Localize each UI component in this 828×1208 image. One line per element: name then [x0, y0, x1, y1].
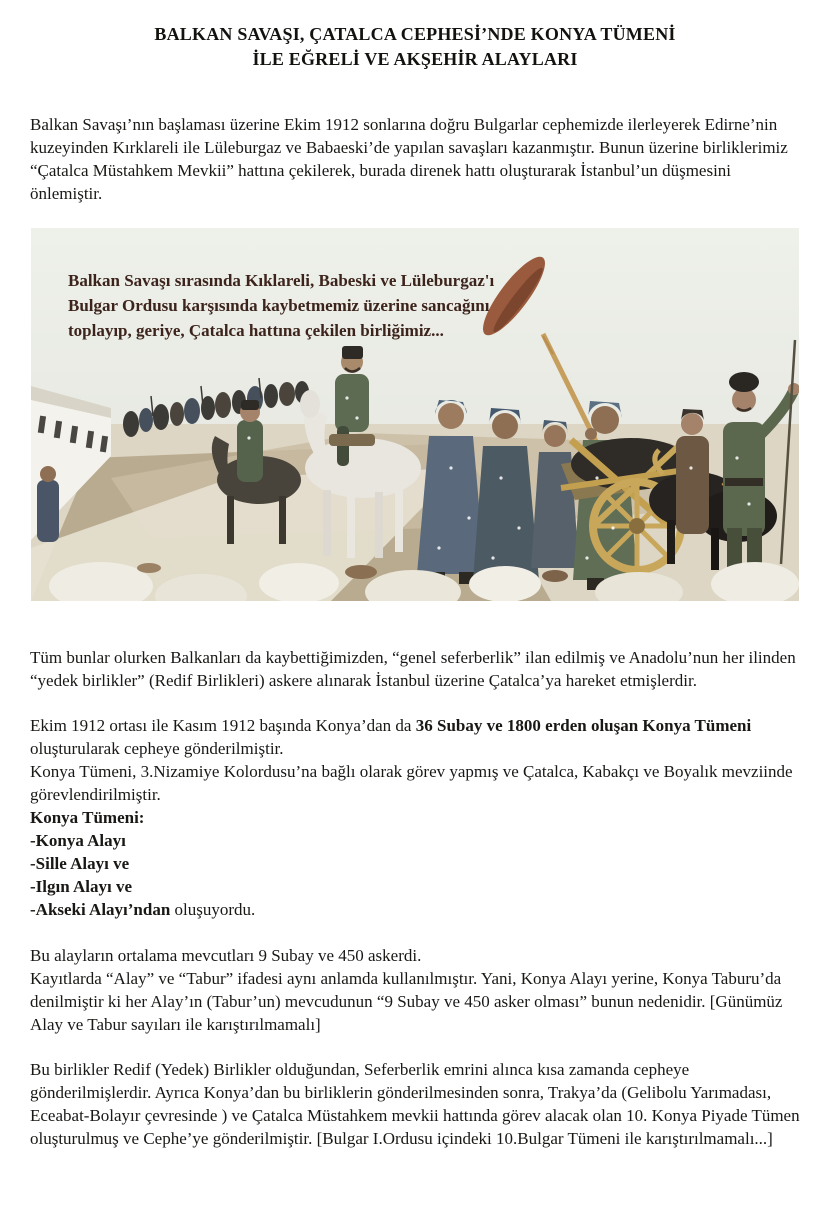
paragraph-strength: Bu alayların ortalama mevcutları 9 Subay ve 450 askerdi. — [30, 946, 422, 965]
retreat-photo — [31, 228, 799, 601]
photo-caption-line2: Bulgar Ordusu karşısında kaybetmemiz üzerine sancağını — [68, 296, 490, 315]
paragraph-alay-tabur: Kayıtlarda “Alay” ve “Tabur” ifadesi aynı anlamda kullanılmıştır. Yani, Konya Alayı yerine, Konya Taburu’da denilmiştir ki her Alay’ın (Tabur’un) mevcudunun “9 Subay ve 450 asker olması” bunun nedenidir. [Günümüz Alay ve Tabur sayıları ile karıştırılmamalı] — [30, 969, 783, 1034]
paragraph-mobilization: Tüm bunlar olurken Balkanları da kaybettiğimizden, “genel seferberlik” ilan edilmiş ve Anadolu’nun her ilinden “yedek birlikler” (Redif Birlikleri) askere alınarak İstanbul üzerine Çatalca’ya hareket etmişlerdir. — [30, 648, 796, 690]
paragraph-konya-division: Ekim 1912 ortası ile Kasım 1912 başında Konya’dan da 36 Subay ve 1800 erden oluşan Konya Tümeni oluşturularak cepheye gönderilmiştir. — [30, 716, 752, 758]
photo-caption-line1: Balkan Savaşı sırasında Kıklareli, Babeski ve Lüleburgaz'ı — [68, 271, 495, 290]
page-title-line2: İLE EĞRELİ VE AKŞEHİR ALAYLARI — [252, 49, 578, 69]
photo-caption — [68, 268, 568, 343]
regiment-list-item-akseki: -Akseki Alayı’ndan oluşuyordu. — [30, 900, 256, 919]
regiment-list-header: Konya Tümeni: — [30, 808, 145, 827]
document-content — [0, 22, 828, 1150]
paragraph-intro: Balkan Savaşı’nın başlaması üzerine Ekim 1912 sonlarına doğru Bulgarlar cephemizde ilerleyerek Edirne’nin kuzeyinden Kırklareli ile Lüleburgaz ve Babaeski’de yapılan savaşları kazanmıştır. Bunun üzerine birliklerimiz “Çatalca Müstahkem Mevkii” hattına çekilerek, burada direnek hattı oluşturarak İstanbul’un düşmesini önlemiştir. — [30, 115, 788, 203]
konya-division-block — [30, 714, 800, 921]
paragraph-corps-assignment: Konya Tümeni, 3.Nizamiye Kolordusu’na bağlı olarak görev yapmış ve Çatalca, Kabakçı ve Boyalık mevziinde görevlendirilmiştir. — [30, 762, 793, 804]
page-title — [30, 22, 800, 72]
regiment-list-item-sille: -Sille Alayı ve — [30, 854, 130, 873]
regiment-list-item-ilgin: -Ilgın Alayı ve — [30, 877, 133, 896]
photo-caption-line3: toplayıp, geriye, Çatalca hattına çekilen birliğimiz... — [68, 321, 444, 340]
regiment-list-item-konya: -Konya Alayı — [30, 831, 126, 850]
strength-block — [30, 944, 800, 1036]
paragraph-redif: Bu birlikler Redif (Yedek) Birlikler olduğundan, Seferberlik emrini alınca kısa zamanda cepheye gönderilmişlerdir. Ayrıca Konya’dan bu birliklerin gönderilmesinden sonra, Trakya’da (Gelibolu Yarımadası, Eceabat-Bolayır çevresinde ) ve Çatalca Müstahkem mevkii hattında görev alacak olan 10. Konya Piyade Tümen oluşturulmuş ve Cephe’ye gönderilmiştir. [Bulgar I.Ordusu içindeki 10.Bulgar Tümeni ile karıştırılmamalı...] — [30, 1060, 800, 1148]
page-title-line1: BALKAN SAVAŞI, ÇATALCA CEPHESİ’NDE KONYA TÜMENİ — [154, 24, 676, 44]
redif-block — [30, 1058, 800, 1150]
